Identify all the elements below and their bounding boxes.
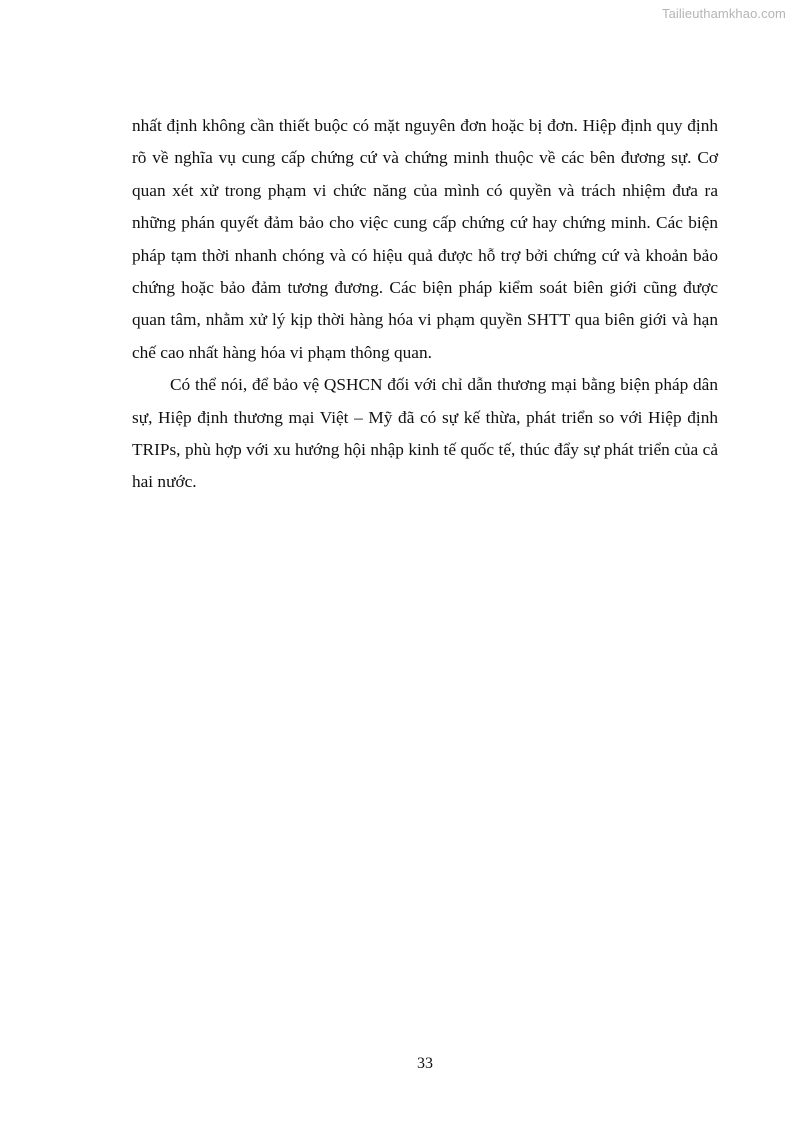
watermark-text: Tailieuthamkhao.com — [661, 6, 786, 21]
paragraph-continuation: nhất định không cần thiết buộc có mặt nguyên đơn hoặc bị đơn. Hiệp định quy định rõ về nghĩa vụ cung cấp chứng cứ và chứng minh thuộc về các bên đương sự. Cơ quan xét xử trong phạm vi chức năng của mình có quyền và trách nhiệm đưa ra những phán quyết đảm bảo cho việc cung cấp chứng cứ hay chứng minh. Các biện pháp tạm thời nhanh chóng và có hiệu quả được hỗ trợ bởi chứng cứ và khoản bảo chứng hoặc bảo đảm tương đương. Các biện pháp kiểm soát biên giới cũng được quan tâm, nhằm xử lý kịp thời hàng hóa vi phạm quyền SHTT qua biên giới và hạn chế cao nhất hàng hóa vi phạm thông quan. — [132, 116, 718, 362]
paragraph-conclusion: Có thể nói, để bảo vệ QSHCN đối với chỉ dẫn thương mại bằng biện pháp dân sự, Hiệp định thương mại Việt – Mỹ đã có sự kế thừa, phát triển so với Hiệp định TRIPs, phù hợp với xu hướng hội nhập kinh tế quốc tế, thúc đẩy sự phát triển của cả hai nước. — [132, 375, 718, 492]
document-body — [132, 110, 718, 499]
page-number: 33 — [417, 1055, 433, 1072]
